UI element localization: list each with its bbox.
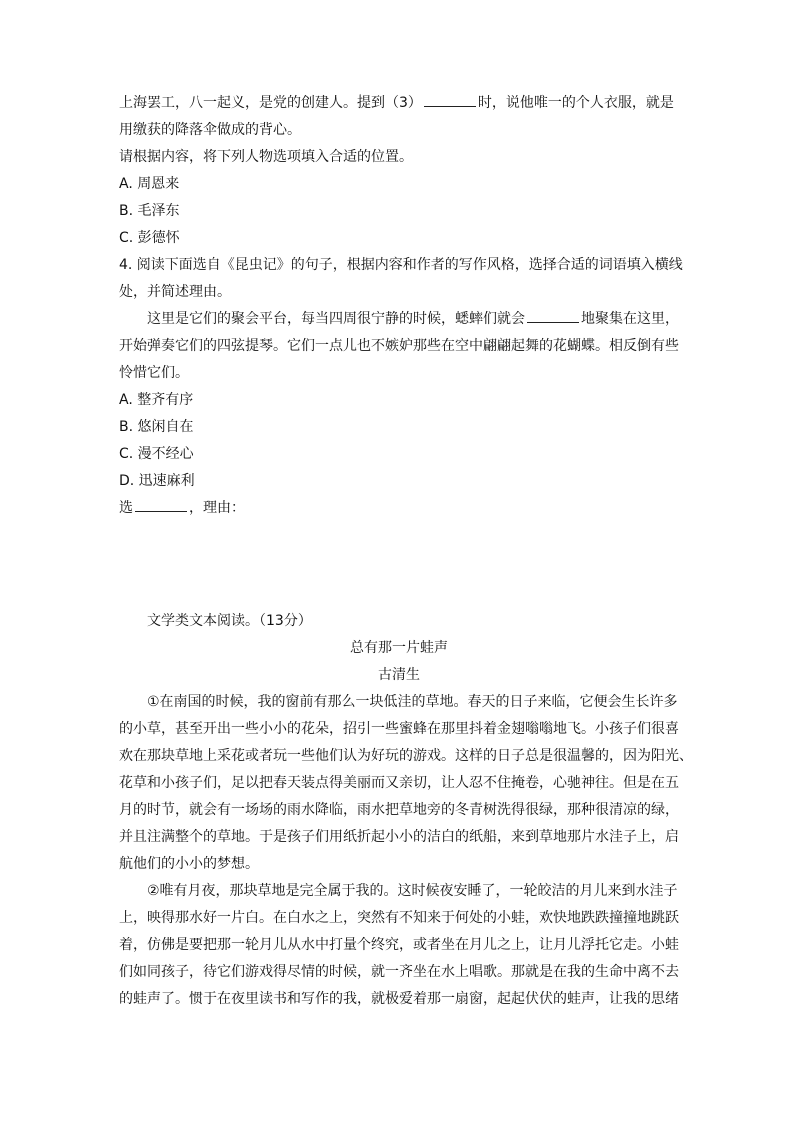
paragraph-line: 欢在那块草地上采花或者玩一些他们认为好玩的游戏。这样的日子总是很温馨的，因为阳光、	[119, 748, 693, 764]
paragraph-line: 花草和小孩子们，足以把春天装点得美丽而又亲切，让人忍不住掩卷，心驰神往。但是在五	[119, 775, 679, 791]
text-line: 用缴获的降落伞做成的背心。	[119, 122, 301, 138]
option-a: A. 整齐有序	[119, 392, 194, 408]
paragraph-line: ②唯有月夜，那块草地是完全属于我的。这时候夜安睡了，一轮皎洁的月儿来到水洼子	[147, 883, 678, 899]
paragraph-line: 着，仿佛是要把那一轮月儿从水中打量个终究，或者坐在月儿之上，让月儿浮托它走。小蛙	[119, 937, 679, 953]
answer-line: 选 ，理由：	[119, 495, 245, 522]
passage-line: 怜惜它们。	[119, 365, 189, 381]
text-line: 上海罢工，八一起义，是党的创建人。提到（3） 时，说他唯一的个人衣服，就是	[119, 90, 674, 117]
question-4-cont: 处，并简述理由。	[119, 284, 231, 300]
passage-line: 开始弹奏它们的四弦提琴。它们一点儿也不嫉妒那些在空中翩翩起舞的花蝴蝶。相反倒有些	[119, 338, 679, 354]
paragraph-line: 的蛙声了。惯于在夜里读书和写作的我，就极爱着那一扇窗，起起伏伏的蛙声，让我的思绪	[119, 991, 679, 1007]
instruction: 请根据内容，将下列人物选项填入合适的位置。	[119, 149, 413, 165]
paragraph-line: 并且注满整个的草地。于是孩子们用纸折起小小的洁白的纸船，来到草地那片水洼子上，启	[119, 829, 679, 845]
option-c: C. 彭德怀	[119, 230, 180, 246]
option-a: A. 周恩来	[119, 176, 180, 192]
paragraph-line: 航他们的小小的梦想。	[119, 856, 259, 872]
section-heading: 文学类文本阅读。（13分）	[147, 613, 312, 629]
paragraph-line: ①在南国的时候，我的窗前有那么一块低洼的草地。春天的日子来临，它便会生长许多	[147, 694, 678, 710]
answer-blank[interactable]	[527, 308, 579, 323]
passage-title: 总有那一片蛙声	[350, 640, 448, 656]
passage-line: 这里是它们的聚会平台，每当四周很宁静的时候，蟋蟀们就会 地聚集在这里，	[119, 306, 679, 333]
option-d: D. 迅速麻利	[119, 473, 195, 489]
option-c: C. 漫不经心	[119, 446, 194, 462]
paragraph-line: 月的时节，就会有一场场的雨水降临，雨水把草地旁的冬青树洗得很绿，那种很清凉的绿，	[119, 802, 679, 818]
option-b: B. 毛泽东	[119, 203, 180, 219]
question-4: 4. 阅读下面选自《昆虫记》的句子，根据内容和作者的写作风格，选择合适的词语填入横线	[119, 257, 683, 273]
paragraph-line: 上，映得那水好一片白。在白水之上，突然有不知来于何处的小蛙，欢快地跌跌撞撞地跳跃	[119, 910, 679, 926]
answer-blank[interactable]	[135, 497, 187, 512]
option-b: B. 悠闲自在	[119, 419, 194, 435]
paragraph-line: 们如同孩子，待它们游戏得尽情的时候，就一齐坐在水上唱歌。那就是在我的生命中离不去	[119, 964, 679, 980]
paragraph-line: 的小草，甚至开出一些小小的花朵，招引一些蜜蜂在那里抖着金翅嗡嗡地飞。小孩子们很喜	[119, 721, 679, 737]
answer-blank[interactable]	[424, 92, 476, 107]
passage-author: 古清生	[378, 667, 420, 683]
